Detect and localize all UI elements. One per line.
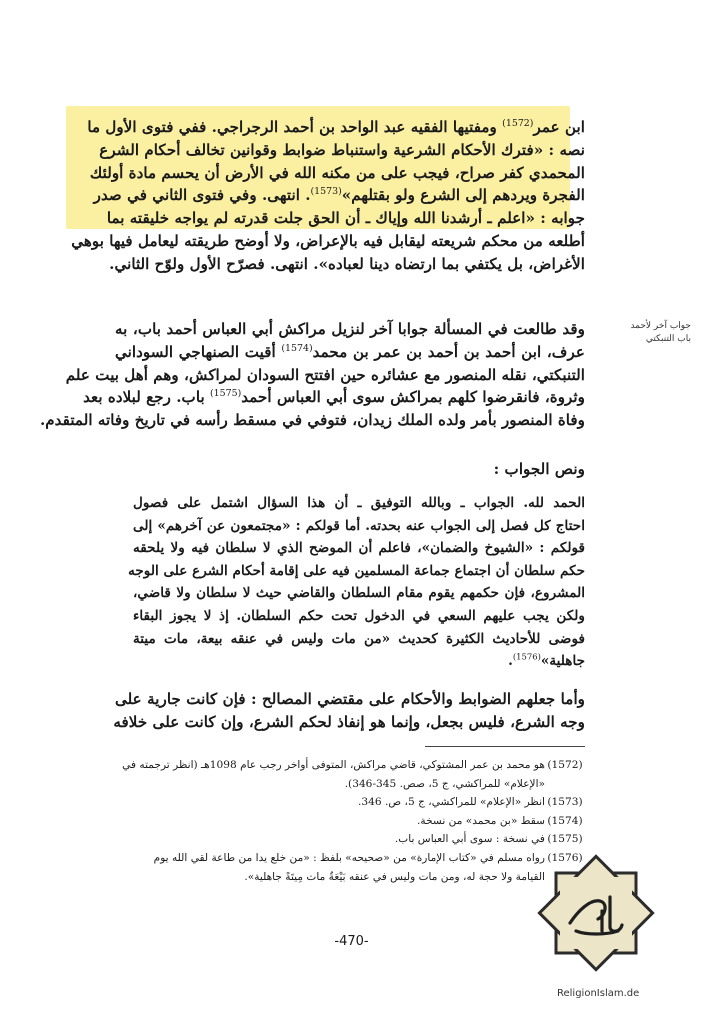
footnote-ref[interactable]: (1573)	[310, 186, 342, 198]
text-line: احتاج كل فصل إلى الجواب عنه بحدته. أما قولكم : «مجتمعون عن آخرهم» إلى	[133, 517, 585, 534]
text-line: المحمدي كفر صراح، فيجب على من مكنه الله في الأرض أن يحسم مادة أولئك	[89, 163, 585, 182]
footnotes	[115, 756, 585, 886]
text-line: حكم سلطان أن اجتماع جماعة المسلمين فيه على إقامة أحكام الشرع على الوجه	[128, 562, 585, 579]
site-watermark: ReligionIslam.de	[557, 988, 640, 999]
text-line: الأغراض، بل يكتفي بما ارتضاه دينا لعباده». انتهى. فصرّح الأول ولوّح الثاني.	[109, 254, 585, 273]
religionislam-logo	[535, 852, 657, 974]
paragraph-1	[71, 116, 585, 276]
footnote-number: (1572)	[547, 759, 583, 771]
text-line: نصه : «فترك الأحكام الشرعية واستنباط ضوابط وقوانين تخالف أحكام الشرع	[99, 140, 585, 159]
footnote-ref[interactable]: (1574)	[281, 342, 313, 354]
text-line: أطلعه من محكم شريعته ليقابل فيه بالإعراض، ولا أوضح طريقته ليعامل فيها بوهي	[71, 231, 585, 250]
text-line: الحمد لله. الجواب ـ وبالله التوفيق ـ أن هذا السؤال اشتمل على فصول	[133, 495, 585, 511]
text-line: وقد طالعت في المسألة جوابا آخر لنزيل مراكش أبي العباس أحمد باب، به	[115, 320, 585, 338]
footnote-divider	[425, 746, 585, 747]
paragraph-2	[39, 318, 585, 432]
paragraph-3	[115, 688, 585, 734]
text-line: ابن عمر$^{(1572)}$ ومفتيها الفقيه عبد الواحد بن أحمد الرجراجي. ففي فتوى الأول ما	[87, 117, 585, 136]
footnote: (1576)رواه مسلم في «كتاب الإمارة» من «صحيحه» بلفظ : «من خلع يدا من طاعة لقي الله يوم القيامة ولا حجة له، ومن مات وليس في عنقه بَيْعَةٌ مات مِيتَةً جاهلية».	[115, 849, 585, 886]
text-line: وأما جعلهم الضوابط والأحكام على مقتضي المصالح : فإن كانت جارية على	[115, 690, 585, 708]
footnote: (1572)هو محمد بن عمر المشتوكي، قاضي مراكش، المتوفى أواخر رجب عام 1098هـ (انظر ترجمته في «الإعلام» للمراكشي، ج 5، صص. 345-346).	[115, 756, 585, 793]
quoted-answer	[128, 492, 585, 673]
text-line: جوابه : «اعلم ـ أرشدنا الله وإياك ـ أن الحق جلت قدرته لم يواجه خليقته بما	[106, 209, 585, 228]
footnote-number: (1575)	[547, 833, 583, 846]
text-line: الفجرة ويردهم إلى الشرع ولو بقتلهم»$^{(1573)}$. انتهى. وفي فتوى الثاني في صدر	[93, 186, 585, 205]
page-number: -470-	[334, 934, 369, 949]
footnote: (1573)انظر «الإعلام» للمراكشي، ج 5، ص. 346.	[115, 793, 585, 812]
margin-note: جواب آخر لأحمد باب التنبكتي	[630, 321, 691, 344]
footnote-number: (1574)	[547, 814, 583, 827]
text-line: جاهلية»$^{(1576)}$.	[508, 651, 585, 670]
footnote-ref[interactable]: (1576)	[512, 651, 541, 662]
footnote-number: (1573)	[547, 796, 583, 809]
footnote-ref[interactable]: (1575)	[210, 388, 242, 400]
text-line: وثروة، فانقرضوا كلهم بمراكش سوى أبي العباس أحمد$^{(1575)}$ باب. رجع لبلاده بعد	[83, 388, 585, 407]
footnote: (1575)في نسخة : سوى أبي العباس باب.	[115, 830, 585, 849]
text-line: وفاة المنصور بأمر ولده الملك زيدان، فتوفي في مسقط رأسه في تاريخ وفاته المتقدم.	[39, 411, 585, 430]
text-line: فوضى للأحاديث الكثيرة كحديث «من مات وليس في عنقه بيعة، مات ميتة	[133, 630, 585, 647]
text-line: ولكن يجب عليهم السعي في الدخول تحت حكم السلطان. إذ لا يجوز البقاء	[133, 607, 585, 624]
footnote-ref[interactable]: (1572)	[502, 117, 534, 129]
text-line: قولكم : «الشيوخ والضمان»، فاعلم أن الموضح الذي لا سلطان فيه ولا يلحقه	[133, 540, 585, 557]
footnote-number: (1576)	[547, 851, 583, 864]
footnote: (1574)سقط «بن محمد» من نسخة.	[115, 812, 585, 831]
text-line: التنبكتي، نقله المنصور مع عشائره حين افتتح السودان لمراكش، وهم أهل بيت علم	[65, 365, 585, 384]
text-line: وجه الشرع، فليس بجعل، وإنما هو إنفاذ لحكم الشرع، وإن كانت على خلافه	[113, 712, 585, 731]
text-line: المشروع، فإن حكمهم يقوم مقام السلطان والقاضي حيث لا سلطان ولا قاضي،	[133, 585, 585, 602]
answer-heading: ونص الجواب :	[493, 460, 585, 478]
text-line: عرف، ابن أحمد بن أحمد بن عمر بن محمد$^{(1574)}$ أقيت الصنهاجي السوداني	[115, 342, 585, 361]
